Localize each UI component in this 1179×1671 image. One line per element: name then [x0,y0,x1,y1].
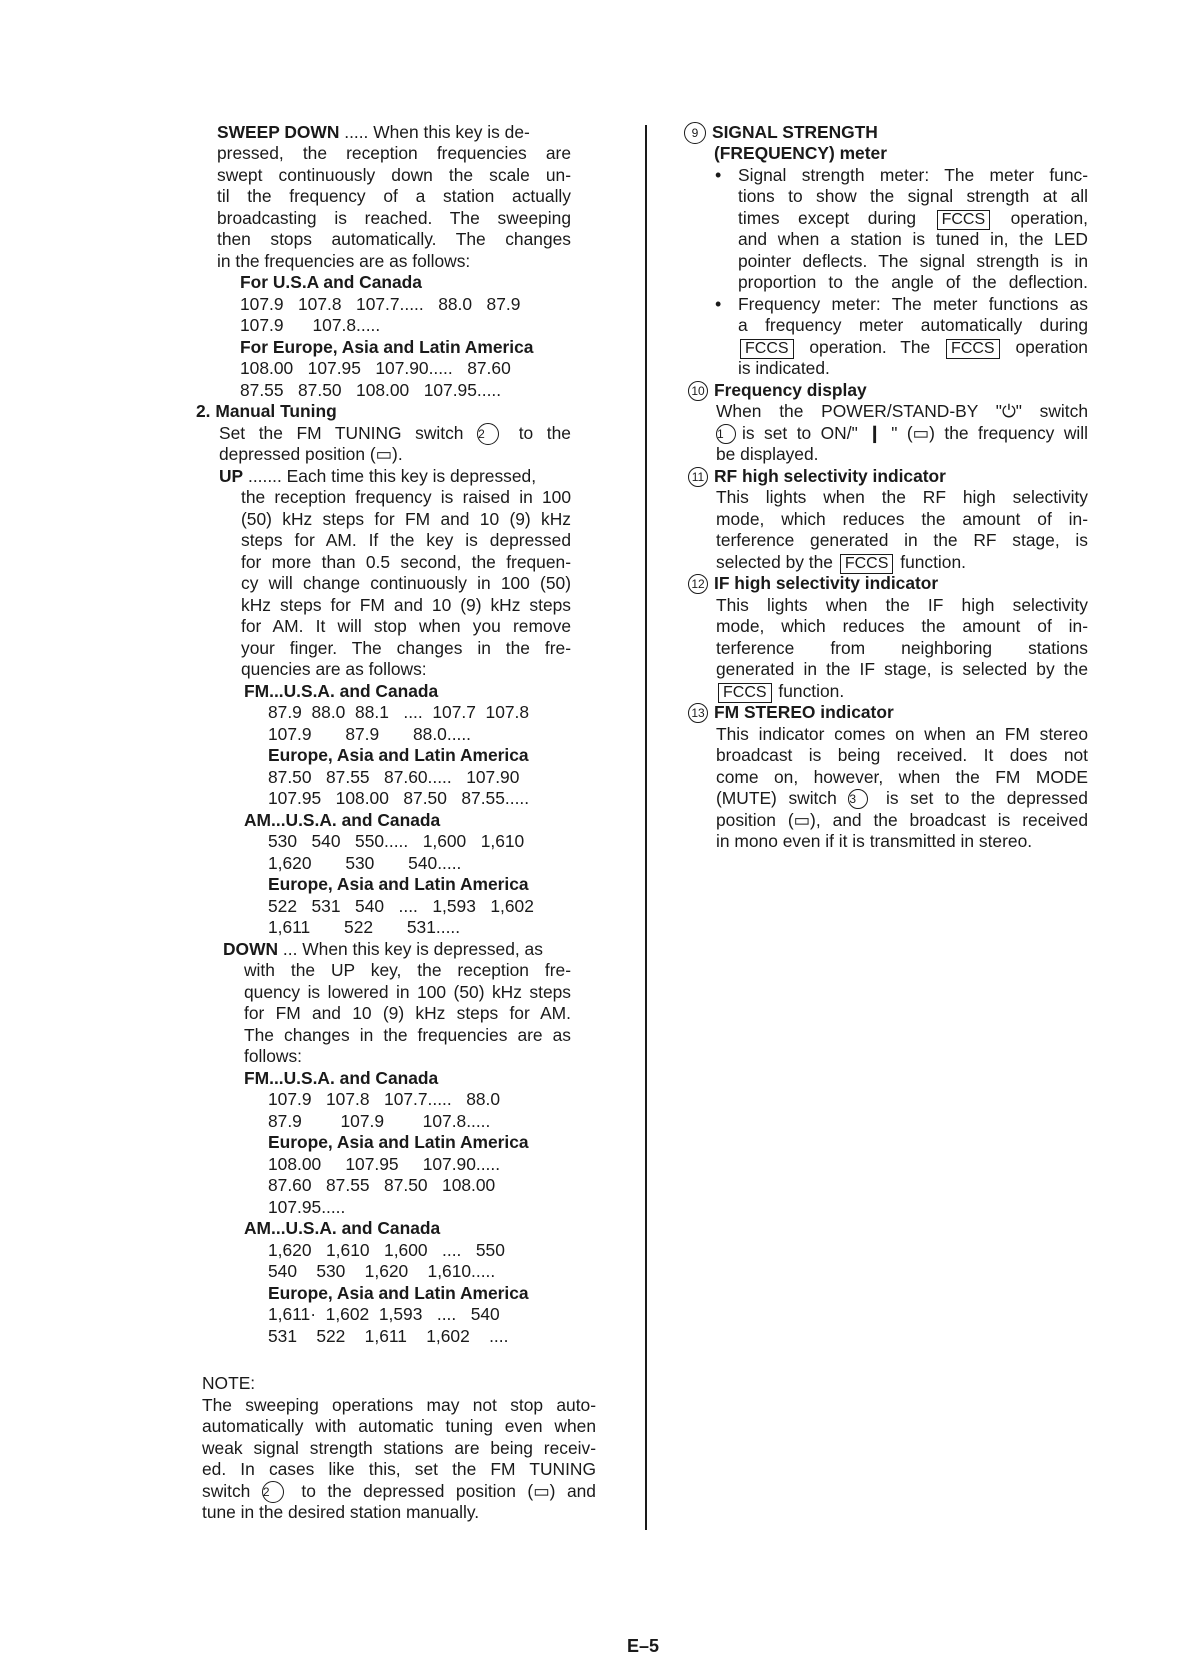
freq-line: 540 530 1,620 1,610..... [268,1261,496,1281]
callout-number: 2 [477,423,499,445]
note-line: weak signal strength stations are being receiv- [202,1438,596,1458]
freq-line: 107.9 107.8..... [240,315,381,335]
freq-line: 108.00 107.95 107.90..... 87.60 [240,358,511,378]
text-line: pressed, the reception frequencies are [217,143,571,163]
subheading: FM...U.S.A. and Canada [244,1068,439,1088]
text-line: quency is lowered in 100 (50) kHz steps [244,982,571,1002]
text: (MUTE) switch [716,788,837,808]
text-line: mode, which reduces the amount of in- [716,509,1088,529]
text: operation, [1010,208,1088,228]
subheading: AM...U.S.A. and Canada [244,1218,441,1238]
freq-line: 107.95 108.00 87.50 87.55..... [268,788,530,808]
text: ... When this key is depressed, as [282,939,543,959]
text-line: Frequency meter: The meter functions as [738,294,1088,314]
bullet-icon: • [715,294,722,314]
text-line: This indicator comes on when an FM stereo [716,724,1088,744]
text-line: with the UP key, the reception fre- [244,960,571,980]
text: operation [1015,337,1088,357]
text-line: When the POWER/STAND-BY "⏻" switch [716,401,1088,421]
section-13-title [688,702,894,724]
freq-line: 522 531 540 .... 1,593 1,602 [268,896,534,916]
section-11-title [688,466,946,488]
column-divider [645,125,647,1530]
text-line: for AM. It will stop when you remove [241,616,571,636]
text-line [716,423,1088,445]
text-line: the reception frequency is raised in 100 [241,487,571,507]
freq-line: 1,620 1,610 1,600 .... 550 [268,1240,505,1260]
freq-line: 87.55 87.50 108.00 107.95..... [240,380,502,400]
freq-line: 87.9 107.9 107.8..... [268,1111,491,1131]
text-line: quencies are as follows: [241,659,427,679]
freq-line: 87.50 87.55 87.60..... 107.90 [268,767,520,787]
text-line: (50) kHz steps for FM and 10 (9) kHz [241,509,571,529]
text: ..... When this key is de- [344,122,530,142]
text: IF high selectivity indicator [714,573,939,593]
text-line: broadcast is being received. It does not [716,745,1088,765]
text-line: cy will change continuously in 100 (50) [241,573,571,593]
text-line: mode, which reduces the amount of in- [716,616,1088,636]
subheading: Europe, Asia and Latin America [268,1283,529,1303]
text-line: til the frequency of a station actually [217,186,571,206]
freq-line: 107.95..... [268,1197,346,1217]
sweep-down-term: SWEEP DOWN [217,122,340,142]
text-line: terference generated in the RF stage, is [716,530,1088,550]
freq-line: 87.9 88.0 88.1 .... 107.7 107.8 [268,702,530,722]
fccs-label: FCCS [840,554,894,574]
callout-number: 9 [684,122,706,144]
text: SIGNAL STRENGTH [712,122,878,142]
section-9-title [684,122,878,144]
text: to the depressed position (▭) and [301,1481,596,1501]
text-line: swept continuously down the scale un- [217,165,571,185]
freq-line: 87.60 87.55 87.50 108.00 [268,1175,496,1195]
text-line: broadcasting is reached. The sweeping [217,208,571,228]
text-line: your finger. The changes in the fre- [241,638,571,658]
text-line: position (▭), and the broadcast is received [716,810,1088,830]
callout-number: 2 [262,1481,284,1503]
text-line: tions to show the signal strength at all [738,186,1088,206]
text: function. [900,552,966,572]
page-number: E–5 [627,1636,660,1656]
text-line [738,337,1088,359]
subheading: Europe, Asia and Latin America [268,1132,529,1152]
text: switch [202,1481,251,1501]
note-label: NOTE: [202,1373,256,1393]
note-line [202,1481,596,1503]
callout-number: 10 [688,381,708,401]
subheading: FM...U.S.A. and Canada [244,681,439,701]
callout-number: 12 [688,574,708,594]
text-line: in the frequencies are as follows: [217,251,471,271]
text-line: depressed position (▭). [219,444,403,464]
subheading: Europe, Asia and Latin America [268,874,529,894]
text: RF high selectivity indicator [714,466,946,486]
text: to the [518,423,571,443]
freq-line: 107.9 107.8 107.7..... 88.0 87.9 [240,294,521,314]
text-line: for FM and 10 (9) kHz steps for AM. [244,1003,571,1023]
text-line [716,788,1088,810]
text: operation. The [809,337,931,357]
text-line: be displayed. [716,444,819,464]
subheading: For U.S.A and Canada [240,272,422,292]
text-line: is indicated. [738,358,830,378]
up-term: UP [219,466,244,486]
note-line: automatically with automatic tuning even when [202,1416,596,1436]
fccs-label: FCCS [740,339,794,359]
freq-line: 531 522 1,611 1,602 .... [268,1326,509,1346]
freq-line: 1,611 522 531..... [268,917,461,937]
text: selected by the [716,552,833,572]
subheading: For Europe, Asia and Latin America [240,337,534,357]
fccs-label: FCCS [937,210,991,230]
freq-line: 530 540 550..... 1,600 1,610 [268,831,525,851]
text-line: for more than 0.5 second, the frequen- [241,552,571,572]
text-line: This lights when the IF high selectivity [716,595,1088,615]
text-line: follows: [244,1046,302,1066]
section-9-title-2: (FREQUENCY) meter [714,143,887,163]
text-line: a frequency meter automatically during [738,315,1088,335]
callout-number: 3 [848,789,868,809]
down-line-1 [223,939,543,961]
freq-line: 108.00 107.95 107.90..... [268,1154,501,1174]
callout-number: 1 [716,424,736,444]
text: is set to ON/" ❙ " (▭) the frequency will [742,423,1088,443]
text-line: come on, however, when the FM MODE [716,767,1088,787]
text: is set to the depressed [885,788,1088,808]
section-heading: 2. Manual Tuning [196,401,337,421]
subheading: Europe, Asia and Latin America [268,745,529,765]
text-line: proportion to the angle of the deflection. [738,272,1088,292]
freq-line: 1,611· 1,602 1,593 .... 540 [268,1304,500,1324]
text-line: in mono even if it is transmitted in stereo. [716,831,1033,851]
freq-line: 107.9 107.8 107.7..... 88.0 [268,1089,501,1109]
text-line: This lights when the RF high selectivity [716,487,1088,507]
callout-number: 11 [688,467,708,487]
text-line: Signal strength meter: The meter func- [738,165,1088,185]
fccs-label: FCCS [946,339,1000,359]
note-line: ed. In cases like this, set the FM TUNING [202,1459,596,1479]
down-term: DOWN [223,939,279,959]
text-line [219,423,571,445]
section-10-title [688,380,867,402]
sweep-down-line-1 [217,122,530,144]
note-line: tune in the desired station manually. [202,1502,480,1522]
freq-line: 1,620 530 540..... [268,853,462,873]
text-line: then stops automatically. The changes [217,229,571,249]
section-12-title [688,573,938,595]
text-line [716,552,966,574]
callout-number: 13 [688,703,708,723]
bullet-icon: • [715,165,722,185]
freq-line: 107.9 87.9 88.0..... [268,724,472,744]
text: ....... Each time this key is depressed, [248,466,537,486]
up-line-1 [219,466,536,488]
text-line: The changes in the frequencies are as [244,1025,571,1045]
text: function. [778,681,845,701]
text-line [738,208,1088,230]
text-line: steps for AM. If the key is depressed [241,530,571,550]
text: FM STEREO indicator [714,702,894,722]
text-line [716,681,844,703]
text: Set the FM TUNING switch [219,423,464,443]
subheading: AM...U.S.A. and Canada [244,810,441,830]
text: Frequency display [714,380,867,400]
fccs-label: FCCS [718,683,772,703]
text: times except during [738,208,917,228]
text-line: pointer deflects. The signal strength is in [738,251,1088,271]
text-line: kHz steps for FM and 10 (9) kHz steps [241,595,571,615]
text-line: and when a station is tuned in, the LED [738,229,1088,249]
text-line: terference from neighboring stations [716,638,1088,658]
text-line: generated in the IF stage, is selected by the [716,659,1088,679]
note-line: The sweeping operations may not stop auto- [202,1395,596,1415]
